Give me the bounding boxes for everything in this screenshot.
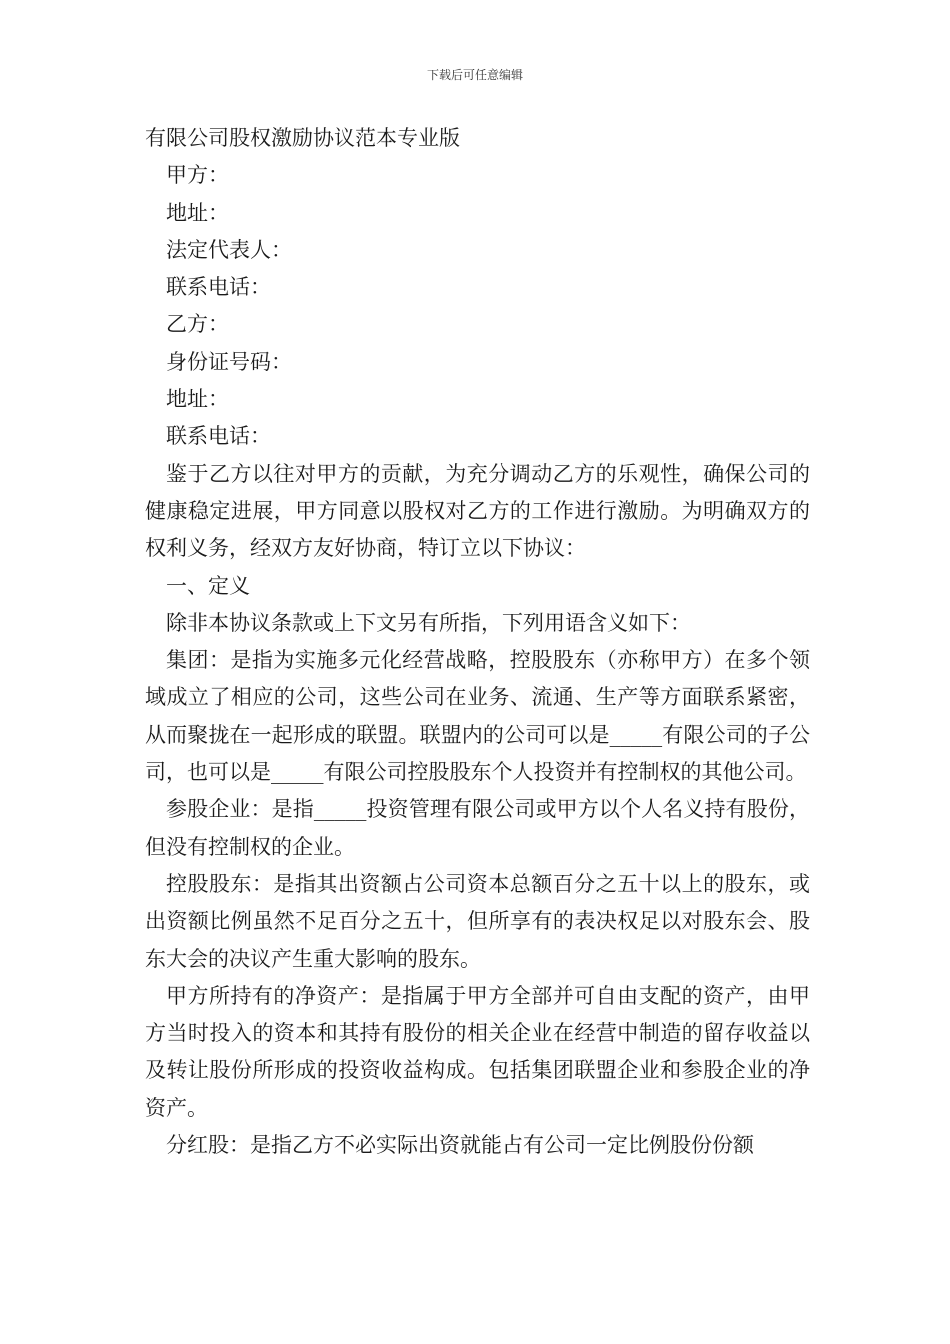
field-party-a-address: 地址： (166, 200, 229, 225)
definition-net-assets: 甲方所持有的净资产：是指属于甲方全部并可自由支配的资产，由甲方当时投入的资本和其持有股份的相关企业在经营中制造的留存收益以及转让股份所形成的投资收益构成。包括集团联盟企业和参股企业的净资产。 (145, 983, 810, 1120)
definition-group: 集团：是指为实施多元化经营战略，控股股东（亦称甲方）在多个领域成立了相应的公司，这些公司在业务、流通、生产等方面联系紧密，从而聚拢在一起形成的联盟。联盟内的公司可以是_____有限公司的子公司，也可以是_____有限公司控股股东个人投资并有控制权的其他公司。 (145, 648, 810, 785)
preamble-paragraph: 鉴于乙方以往对甲方的贡献，为充分调动乙方的乐观性，确保公司的健康稳定进展，甲方同意以股权对乙方的工作进行激励。为明确双方的权利义务，经双方友好协商，特订立以下协议： (145, 461, 810, 561)
definitions-intro: 除非本协议条款或上下文另有所指，下列用语含义如下： (166, 610, 691, 635)
definition-controlling-shareholder: 控股股东：是指其出资额占公司资本总额百分之五十以上的股东，或出资额比例虽然不足百分之五十，但所享有的表决权足以对股东会、股东大会的决议产生重大影响的股东。 (145, 871, 810, 971)
field-id-number: 身份证号码： (166, 349, 292, 374)
document-body (145, 120, 810, 1164)
field-party-b-phone: 联系电话： (166, 424, 271, 449)
document-title: 有限公司股权激励协议范本专业版 (145, 126, 460, 150)
section-heading-definitions: 一、定义 (166, 573, 250, 598)
field-party-b: 乙方： (166, 312, 229, 337)
field-party-b-address: 地址： (166, 387, 229, 412)
field-legal-representative: 法定代表人： (166, 237, 292, 262)
page-header-note: 下载后可任意编辑 (426, 68, 523, 82)
definition-dividend-shares: 分红股：是指乙方不必实际出资就能占有公司一定比例股份份额 (166, 1133, 754, 1158)
field-party-a: 甲方： (166, 163, 229, 188)
definition-affiliate: 参股企业：是指_____投资管理有限公司或甲方以个人名义持有股份，但没有控制权的企业。 (145, 797, 810, 859)
field-party-a-phone: 联系电话： (166, 275, 271, 300)
